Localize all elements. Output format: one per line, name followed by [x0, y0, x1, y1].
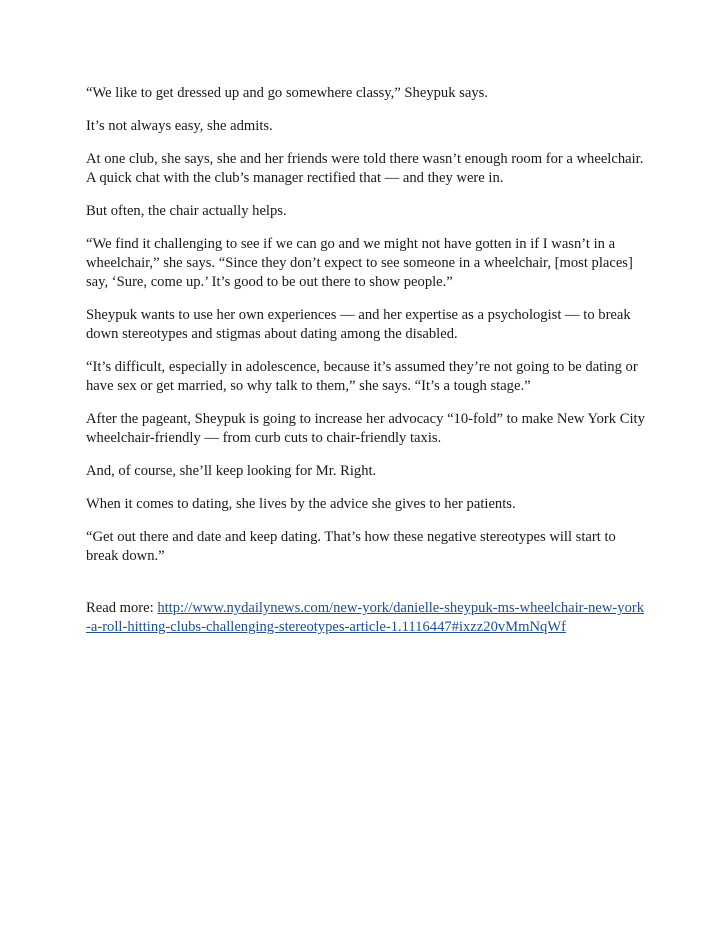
read-more-link[interactable]: http://www.nydailynews.com/new-york/danielle-sheypuk-ms-wheelchair-new-york-a-roll-hitting-clubs-challenging-stereotypes-article-1.1116447#ixzz20vMmNqWf [86, 600, 645, 635]
paragraph-7: “It’s difficult, especially in adolescence, because it’s assumed they’re not going to be dating or have sex or get married, so why talk to them,” she says. “It’s a tough stage.” [86, 359, 638, 394]
read-more-label: Read more: [86, 600, 158, 616]
paragraph-3: At one club, she says, she and her friends were told there wasn’t enough room for a wheelchair. A quick chat with the club’s manager rectified that — and they were in. [86, 151, 644, 186]
paragraph-8: After the pageant, Sheypuk is going to increase her advocacy “10-fold” to make New York City wheelchair-friendly — from curb cuts to chair-friendly taxis. [86, 411, 645, 446]
paragraph-10: When it comes to dating, she lives by the advice she gives to her patients. [86, 496, 516, 512]
article-body [86, 84, 648, 651]
paragraph-6: Sheypuk wants to use her own experiences — and her expertise as a psychologist — to break down stereotypes and stigmas about dating among the disabled. [86, 307, 631, 342]
paragraph-11: “Get out there and date and keep dating. That’s how these negative stereotypes will start to break down.” [86, 529, 616, 564]
paragraph-2: It’s not always easy, she admits. [86, 118, 273, 134]
paragraph-9: And, of course, she’ll keep looking for Mr. Right. [86, 463, 377, 479]
paragraph-1: “We like to get dressed up and go somewhere classy,” Sheypuk says. [86, 85, 488, 101]
paragraph-5: “We find it challenging to see if we can go and we might not have gotten in if I wasn’t in a wheelchair,” she says. “Since they don’t expect to see someone in a wheelchair, [most places] say, ‘Sure, come up.’ It’s good to be out there to show people.” [86, 236, 633, 290]
paragraph-4: But often, the chair actually helps. [86, 203, 287, 219]
read-more [86, 599, 648, 637]
